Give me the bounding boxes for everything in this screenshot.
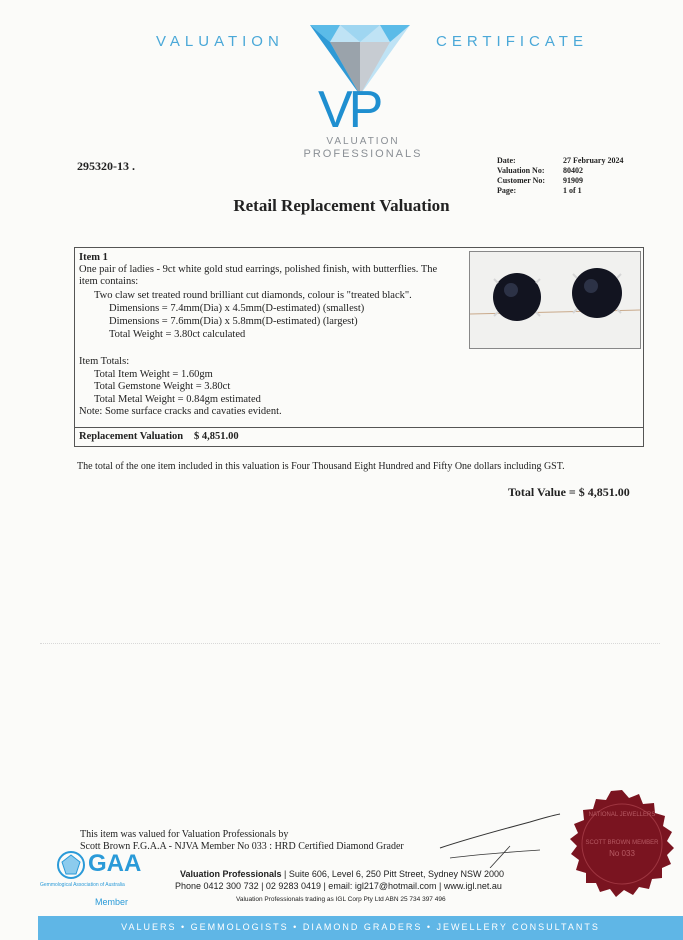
gaa-member: Member [95, 897, 129, 907]
item-totals-heading: Item Totals: [79, 356, 130, 367]
item-description-line1: One pair of ladies - 9ct white gold stud earrings, polished finish, with butterflies. The [79, 264, 438, 275]
signature-line2: Scott Brown F.G.A.A - NJVA Member No 033 : HRD Certified Diamond Grader [80, 841, 404, 852]
meta-label: Customer No: [497, 176, 546, 185]
contact-line1 [180, 869, 504, 879]
replacement-label: Replacement Valuation [79, 431, 184, 442]
gaa-gem-icon [56, 850, 86, 880]
contact-line2: Phone 0412 300 732 | 02 9283 0419 | email: igl217@hotmail.com | www.igl.net.au [175, 881, 502, 891]
item-dimensions-small: Dimensions = 7.4mm(Dia) x 4.5mm(D-estimated) (smallest) [109, 303, 365, 314]
meta-value: 27 February 2024 [563, 156, 624, 165]
item-description-line2: item contains: [79, 276, 139, 287]
signature-line1: This item was valued for Valuation Professionals by [80, 829, 289, 840]
header-right-word: CERTIFICATE [436, 33, 588, 50]
seal-mid-text: SCOTT BROWN MEMBER [585, 840, 659, 846]
meta-row [497, 156, 623, 166]
metal-weight: Total Metal Weight = 0.84gm estimated [94, 394, 261, 405]
item-note: Note: Some surface cracks and cavaties evident. [79, 406, 282, 417]
logo-letters: VP [318, 81, 380, 139]
meta-table [497, 156, 623, 196]
logo-subtitle-line1: VALUATION [326, 136, 400, 147]
meta-value: 1 of 1 [563, 186, 582, 195]
total-value: Total Value = $ 4,851.00 [508, 485, 630, 499]
item-heading: Item 1 [79, 252, 108, 263]
contact-line3: Valuation Professionals trading as IGL Corp Pty Ltd ABN 25 734 397 496 [236, 896, 446, 903]
divider-line [40, 643, 660, 644]
meta-row [497, 166, 623, 176]
earrings-photo [469, 251, 641, 349]
meta-value: 80402 [563, 166, 583, 175]
item-divider [74, 427, 643, 428]
earrings-image-icon [470, 252, 640, 348]
item-dimensions-large: Dimensions = 7.6mm(Dia) x 5.8mm(D-estimated) (largest) [109, 316, 358, 327]
logo-subtitle-line2: PROFESSIONALS [303, 148, 423, 160]
seal-top-text: NATIONAL JEWELLERS [588, 812, 656, 818]
footer-text: VALUERS • GEMMOLOGISTS • DIAMOND GRADERS • JEWELLERY CONSULTANTS [121, 922, 600, 932]
red-seal-icon [566, 788, 678, 900]
gaa-letters: GAA [88, 850, 142, 877]
footer-bar [38, 916, 683, 940]
seal-number: No 033 [609, 849, 635, 858]
item-total-weight: Total Weight = 3.80ct calculated [109, 329, 246, 340]
gemstone-weight: Total Gemstone Weight = 3.80ct [94, 381, 231, 392]
meta-label: Valuation No: [497, 166, 545, 175]
item-stones: Two claw set treated round brilliant cut diamonds, colour is "treated black". [94, 290, 412, 301]
company-name: Valuation Professionals [180, 869, 282, 879]
meta-value: 91909 [563, 176, 583, 185]
meta-row [497, 186, 623, 196]
signature-icon [430, 808, 570, 868]
contact-address: | Suite 606, Level 6, 250 Pitt Street, Sydney NSW 2000 [281, 869, 504, 879]
page-title: Retail Replacement Valuation [233, 196, 450, 215]
meta-label: Page: [497, 186, 517, 195]
gaa-subtitle: Gemmological Association of Australia [40, 882, 125, 888]
replacement-value: $ 4,851.00 [194, 431, 239, 442]
summary-text: The total of the one item included in this valuation is Four Thousand Eight Hundred and Fifty One dollars including GST. [77, 461, 565, 472]
header-left-word: VALUATION [156, 33, 284, 50]
meta-label: Date: [497, 156, 516, 165]
item-weight: Total Item Weight = 1.60gm [94, 369, 213, 380]
reference-number: 295320-13 . [77, 159, 135, 173]
meta-row [497, 176, 623, 186]
